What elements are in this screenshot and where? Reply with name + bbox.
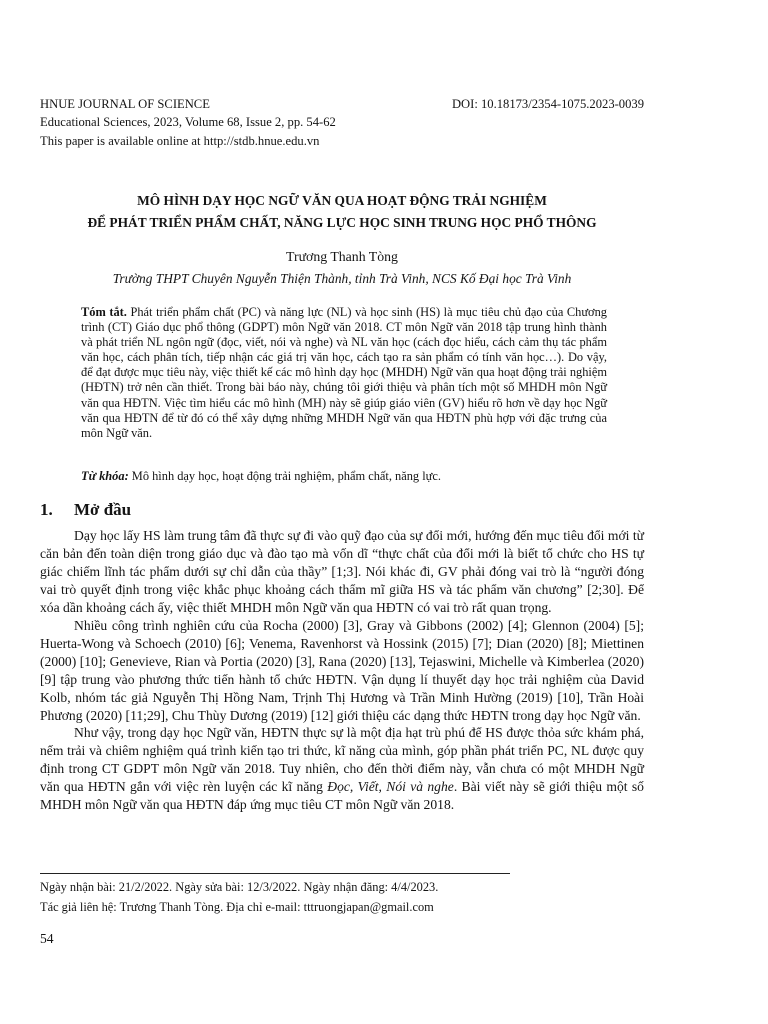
paper-title xyxy=(40,190,644,233)
issue-info: Educational Sciences, 2023, Volume 68, Issue 2, pp. 54-62 xyxy=(40,115,336,130)
title-line-2: ĐỂ PHÁT TRIỂN PHẨM CHẤT, NĂNG LỰC HỌC SINH TRUNG HỌC PHỔ THÔNG xyxy=(87,214,597,230)
footnote-dates: Ngày nhận bài: 21/2/2022. Ngày sửa bài: 12/3/2022. Ngày nhận đăng: 4/4/2023. xyxy=(40,880,439,894)
page-number: 54 xyxy=(40,931,54,946)
skills-italic: Đọc, Viết, Nói và nghe xyxy=(327,779,454,795)
paragraph-3 xyxy=(40,724,644,814)
doi: DOI: 10.18173/2354-1075.2023-0039 xyxy=(451,97,644,111)
abstract-text: Phát triển phẩm chất (PC) và năng lực (NL) và học sinh (HS) là mục tiêu chủ đạo của Chương trình (CT) Giáo dục phổ thông (GDPT) môn Ngữ văn 2018. CT môn Ngữ văn 2018 tập trung hình thành và phát triển NL ngôn ngữ (đọc, viết, nói và nghe) và NL văn học (cách đọc hiểu, cách cảm thụ tác phẩm văn học, cách phân tích, tiếp nhận các giá trị văn học, cách tạo ra sản phẩm có tính văn học…). Do vậy, để đạt được mục tiêu này, việc thiết kế các mô hình dạy học (MHDH) Ngữ văn qua hoạt động trải nghiệm (HĐTN) trở nên cần thiết. Trong bài báo này, chúng tôi giới thiệu và phân tích một số MHDH môn Ngữ văn qua HĐTN. Việc tìm hiểu các mô hình (MH) này sẽ giúp giáo viên (GV) hiểu rõ hơn về dạy học Ngữ văn qua HĐTN để từ đó có thể xây dựng những MHDH Ngữ văn qua HĐTN phù hợp với đặc trưng của môn Ngữ văn. xyxy=(81,305,607,440)
author-affiliation: Trường THPT Chuyên Nguyễn Thiện Thành, tỉnh Trà Vinh, NCS Kố Đại học Trà Vinh xyxy=(112,271,572,286)
journal-name: HNUE JOURNAL OF SCIENCE xyxy=(40,97,210,111)
section-heading xyxy=(40,500,131,520)
keywords-text: Mô hình dạy học, hoạt động trải nghiệm, phẩm chất, năng lực. xyxy=(128,469,441,483)
section-number: 1. xyxy=(40,500,53,519)
author-name: Trương Thanh Tòng xyxy=(286,249,398,264)
section-title: Mở đầu xyxy=(74,500,132,519)
keywords-label: Từ khóa: xyxy=(81,469,129,483)
keywords xyxy=(81,469,607,484)
abstract xyxy=(81,305,607,441)
paragraph-1: Dạy học lấy HS làm trung tâm đã thực sự đi vào quỹ đạo của sự đổi mới, hướng đến mục tiêu đổi mới từ căn bản đến toàn diện trong giáo dục và đào tạo mà vốn dĩ “thực chất của đổi mới là biết tổ chức cho HS tự giác chiếm lĩnh tác phẩm dưới sự chỉ dẫn của thầy” [1;3]. Nói khác đi, GV phải đóng vai trò là “người đóng vai trò quyết định trong việc khắc phục khoảng cách thẩm mĩ giữa HS và tác phẩm văn chương” [2;30]. Để xóa dần khoảng cách ấy, việc thiết MHDH môn Ngữ văn qua HĐTN có vai trò rất quan trọng. xyxy=(40,528,644,615)
online-info: This paper is available online at http://stdb.hnue.edu.vn xyxy=(40,133,320,148)
footnote-divider xyxy=(40,873,510,874)
abstract-label: Tóm tắt. xyxy=(81,305,127,319)
footnotes xyxy=(40,878,644,917)
footnote-contact: Tác giả liên hệ: Trương Thanh Tòng. Địa chỉ e-mail: tttruongjapan@gmail.com xyxy=(40,899,434,914)
paragraph-3-end: . Bài viết này sẽ giới thiệu một số MHDH môn Ngữ văn qua HĐTN đáp ứng mục tiêu CT môn Ngữ văn 2018. xyxy=(40,779,644,813)
paragraph-2: Nhiều công trình nghiên cứu của Rocha (2000) [3], Gray và Gibbons (2002) [4]; Glennon (2004) [5]; Huerta-Wong và Schoech (2010) [6]; Venema, Ravenhorst và Hossink (2015) [7]; Dian (2020) [8]; Miettinen (2000) [10]; Genevieve, Rian và Portia (2020) [3], Rana (2020) [13], Tejaswini, Michelle và Kimberlea (2020) [9] tập trung vào phương thức tiến hành tổ chức HĐTN. Vận dụng lí thuyết dạy học trải nghiệm của David Kolb, nhóm tác giả Nguyễn Thị Hồng Nam, Trịnh Thị Hương và Trần Minh Hường (2019) [10], Trần Hoài Phương (2020) [11;29], Chu Thùy Dương (2019) [12] giới thiệu các dạng thức HĐTN trong dạy học Ngữ văn. xyxy=(40,617,644,723)
journal-header xyxy=(40,95,644,150)
body-text xyxy=(40,527,644,814)
title-line-1: MÔ HÌNH DẠY HỌC NGỮ VĂN QUA HOẠT ĐỘNG TRẢI NGHIỆM xyxy=(137,193,547,208)
paragraph-3-start: Như vậy, trong dạy học Ngữ văn, HĐTN thực sự là một địa hạt trù phú để HS được thỏa sức khám phá, nếm trải và chiêm nghiệm quá trình kiến tạo tri thức, kĩ năng của mình, góp phần phát triển PC, NL được quy định trong CT GDPT môn Ngữ văn 2018. Tuy nhiên, cho đến thời điểm này, vẫn chưa có một MHDH Ngữ văn qua HĐTN gắn với việc rèn luyện các kĩ năng xyxy=(40,725,644,795)
